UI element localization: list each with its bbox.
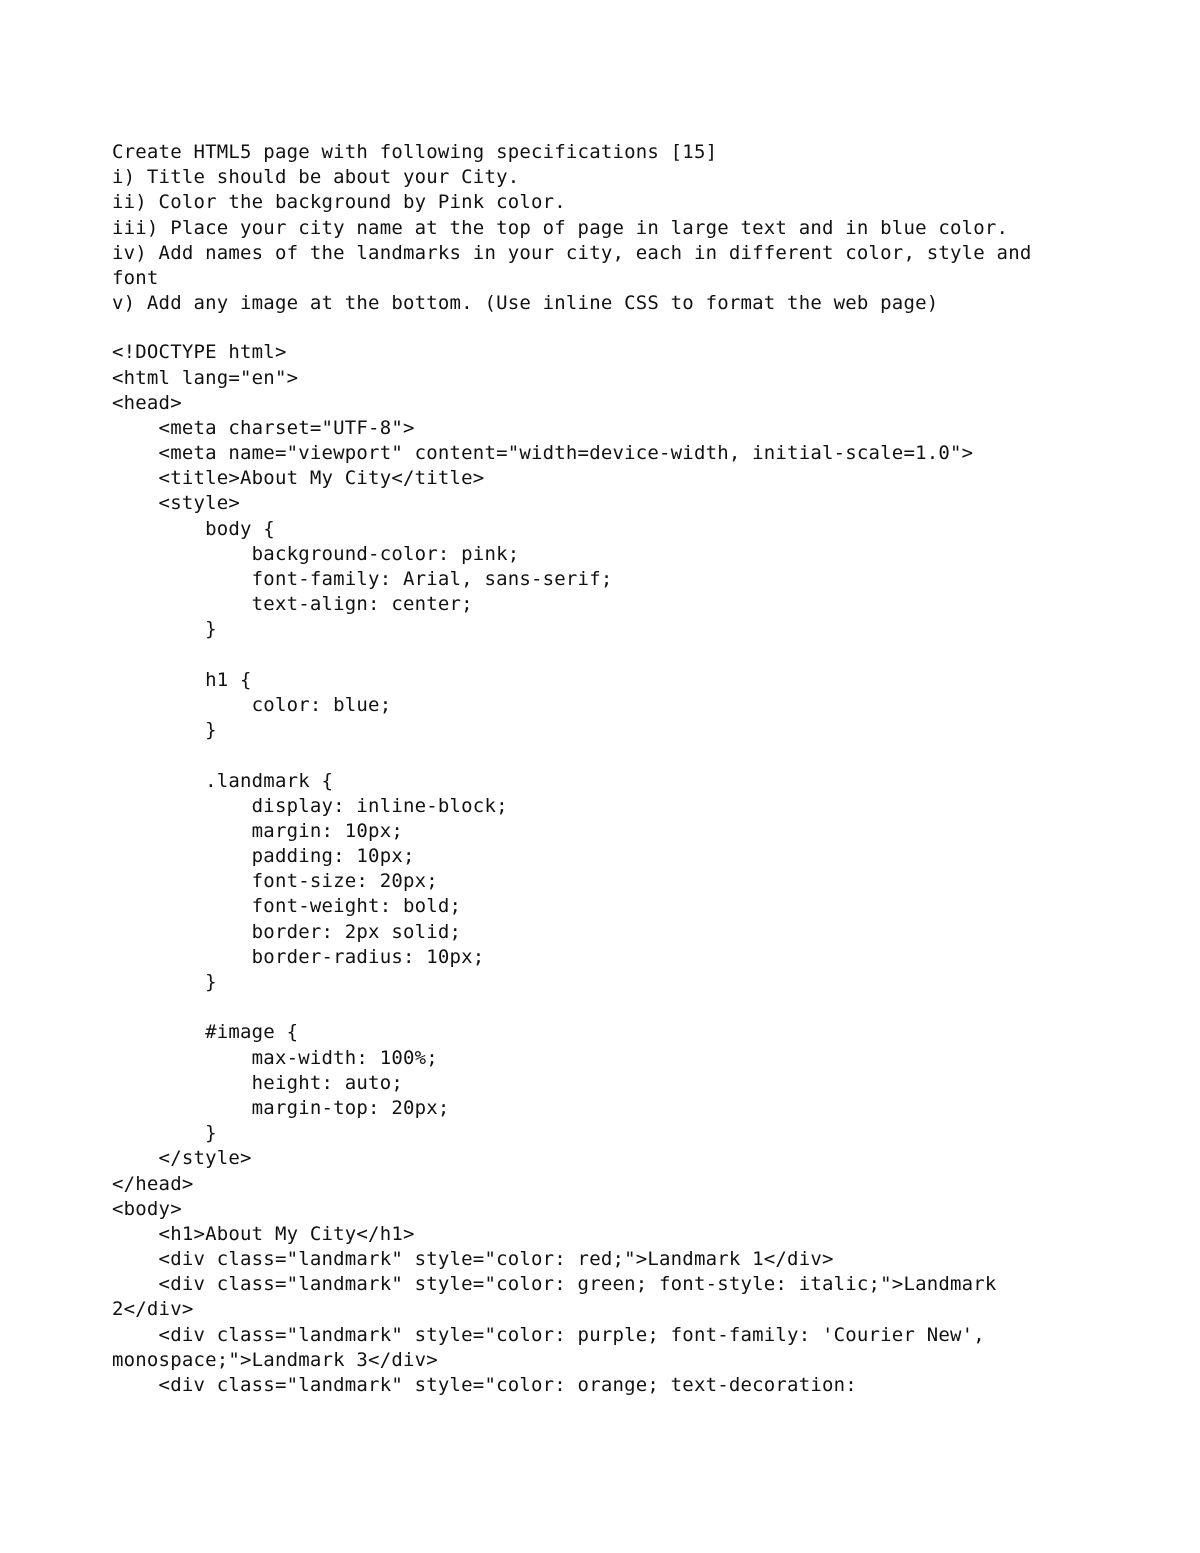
code-line: <div class="landmark" style="color: purple; font-family: 'Courier New', [112, 1323, 985, 1346]
code-line: font-weight: bold; [112, 895, 462, 918]
code-block [112, 340, 1132, 1398]
spec-line: Create HTML5 page with following specifications [15] [112, 141, 718, 163]
code-line: .landmark { [112, 769, 334, 792]
code-line: body { [112, 517, 275, 540]
code-line: background-color: pink; [112, 542, 520, 565]
code-line: border-radius: 10px; [112, 945, 485, 968]
code-line: color: blue; [112, 693, 392, 716]
specification-block [112, 140, 1132, 316]
code-line: 2</div> [112, 1298, 194, 1321]
code-line: margin-top: 20px; [112, 1096, 450, 1119]
code-line: padding: 10px; [112, 845, 415, 868]
code-line: h1 { [112, 668, 252, 691]
code-line: margin: 10px; [112, 819, 403, 842]
spec-line: iv) Add names of the landmarks in your city, each in different color, style and [112, 241, 1032, 264]
code-line: <title>About My City</title> [112, 467, 485, 490]
code-line: <meta name="viewport" content="width=device-width, initial-scale=1.0"> [112, 442, 974, 465]
code-line: <div class="landmark" style="color: green; font-style: italic;">Landmark [112, 1273, 997, 1296]
code-line: font-size: 20px; [112, 870, 438, 893]
code-line: } [112, 618, 217, 641]
spec-line: font [112, 266, 159, 289]
code-line: <head> [112, 391, 182, 414]
code-line: } [112, 1122, 217, 1145]
spec-line: v) Add any image at the bottom. (Use inline CSS to format the web page) [112, 292, 939, 315]
code-line: <!DOCTYPE html> [112, 341, 287, 364]
code-line: #image { [112, 1021, 299, 1044]
code-line: <div class="landmark" style="color: orange; text-decoration: [112, 1374, 857, 1396]
code-line: </head> [112, 1172, 194, 1195]
code-line: <body> [112, 1197, 182, 1220]
code-line: monospace;">Landmark 3</div> [112, 1348, 438, 1371]
code-line: border: 2px solid; [112, 920, 462, 943]
code-line [112, 995, 1132, 1020]
code-line [112, 643, 1132, 668]
code-line: max-width: 100%; [112, 1046, 438, 1069]
spec-line: iii) Place your city name at the top of page in large text and in blue color. [112, 216, 1009, 239]
spec-line: i) Title should be about your City. [112, 166, 520, 189]
code-line: </style> [112, 1147, 252, 1170]
code-line [112, 743, 1132, 768]
code-line: <meta charset="UTF-8"> [112, 416, 415, 439]
spec-line: ii) Color the background by Pink color. [112, 191, 566, 214]
code-line: <h1>About My City</h1> [112, 1222, 415, 1245]
code-line: display: inline-block; [112, 794, 508, 817]
code-line: <style> [112, 492, 241, 515]
document-page [112, 140, 1132, 1398]
code-line: } [112, 971, 217, 993]
code-line: height: auto; [112, 1071, 403, 1094]
code-line: <div class="landmark" style="color: red;">Landmark 1</div> [112, 1248, 834, 1271]
code-line: text-align: center; [112, 593, 473, 616]
code-line: font-family: Arial, sans-serif; [112, 568, 613, 590]
code-line: } [112, 719, 217, 742]
code-line: <html lang="en"> [112, 366, 299, 389]
section-spacer [112, 316, 1132, 340]
